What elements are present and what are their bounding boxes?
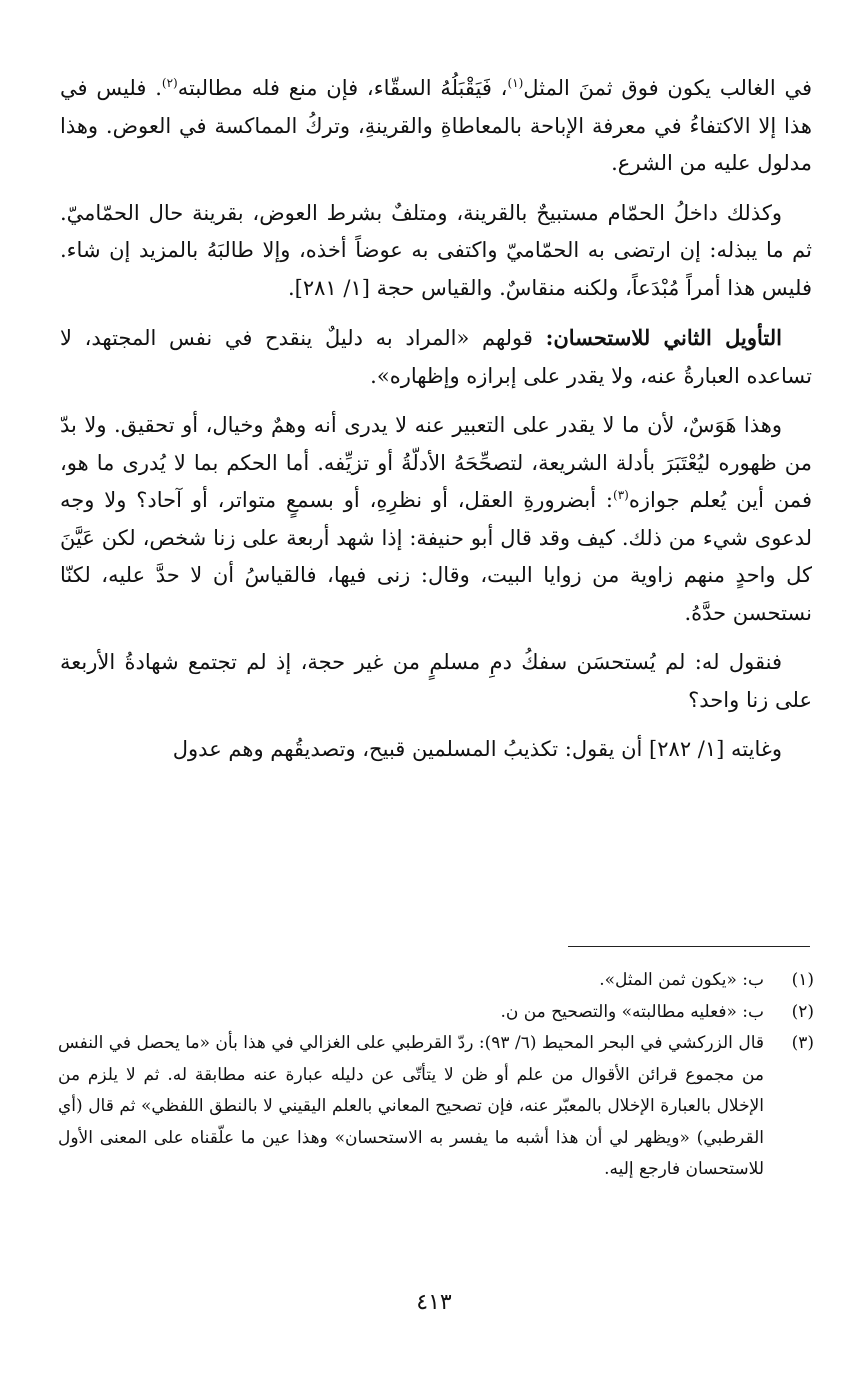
p6-text-1: وغايته [١/ ٢٨٢] أن يقول: تكذيبُ المسلمين قبيح، وتصديقُهم وهم عدول xyxy=(172,737,782,761)
footnote-3 xyxy=(58,1028,814,1186)
p4-text-1: وهذا هَوَسٌ، لأن ما لا يقدر على التعبير عنه لا يدرى أنه وهمٌ وخيال، أو تحقيق. ولا بدّ من ظهوره ليُعْتَبَرَ بأدلة الشريعة، لتصحِّحَهُ الأدلّةُ أو تزيِّفه. أما الحكم بما لا يُدرى ما هو، فمن أين يُعلم جوازه xyxy=(60,413,812,512)
footnote-2 xyxy=(58,997,814,1029)
p1-text-3: . فليس في هذا إلا الاكتفاءُ في معرفة الإباحة بالمعاطاةِ والقرينةِ، وتركُ المماكسة في العوض. وهذا مدلول عليه من الشرع. xyxy=(60,76,812,175)
footnote-ref-3: (٣) xyxy=(613,488,629,502)
section-heading: التأويل الثاني للاستحسان: xyxy=(545,325,782,350)
paragraph-2 xyxy=(60,195,812,308)
footnote-number-3: (٣) xyxy=(791,1033,814,1053)
footnotes xyxy=(58,965,814,1186)
p3-text-1: قولهم «المراد به دليلٌ ينقدح في نفس المجتهد، لا تساعده العبارةُ عنه، ولا يقدر على إبرازه وإظهاره». xyxy=(60,326,812,388)
paragraph-5 xyxy=(60,644,812,719)
footnote-number-1: (١) xyxy=(791,970,814,990)
page-number: ٤١٣ xyxy=(416,1290,452,1315)
footnote-ref-2: (٢) xyxy=(161,76,178,90)
paragraph-6 xyxy=(60,731,812,769)
paragraph-1 xyxy=(60,70,812,183)
footnote-text-1: ب: «يكون ثمن المثل». xyxy=(599,970,764,990)
main-text xyxy=(60,70,812,781)
p1-text-1: في الغالب يكون فوق ثمنَ المثل xyxy=(523,76,812,100)
paragraph-4 xyxy=(60,407,812,632)
p1-text-2: ، فَيَقْبَلُهُ السقّاء، فإن منع فله مطالبته xyxy=(177,76,508,100)
footnote-separator xyxy=(568,946,810,947)
footnote-number-2: (٢) xyxy=(791,1001,814,1022)
p4-text-2: : أبضرورةِ العقل، أو نظرِهِ، أو بسمعٍ متواتر، أو آحاد؟ ولا وجه لدعوى شيء من ذلك. كيف وقد قال أبو حنيفة: إذا شهد أربعة على زنا شخص، لكن عَيَّنَ كل واحدٍ منهم زاوية من زوايا البيت، وقال: زنى فيها، فالقياسُ أن لا حدَّ عليه، لكنّا نستحسن حدَّهُ. xyxy=(60,488,813,625)
p2-text-1: وكذلك داخلُ الحمّام مستبيحٌ بالقرينة، ومتلفٌ بشرط العوض، بقرينة حال الحمّاميّ. ثم ما يبذله: إن ارتضى به الحمّاميّ واكتفى به عوضاً أخذه، وإلا طالبَهُ بالمزيد إن شاء. فليس هذا أمراً مُبْدَعاً، ولكنه منقاسٌ. والقياس حجة [١/ ٢٨١]. xyxy=(60,200,812,300)
p5-text-1: فنقول له: لم يُستحسَن سفكُ دمِ مسلمٍ من غير حجة، إذ لم تجتمع شهادةُ الأربعة على زنا واحد؟ xyxy=(60,650,812,712)
footnote-1 xyxy=(58,965,814,997)
footnote-ref-1: (١) xyxy=(507,76,524,90)
footnote-text-3: قال الزركشي في البحر المحيط (٦/ ٩٣): ردّ القرطبي على الغزالي في هذا بأن «ما يحصل في النفس من مجموع قرائن الأقوال من علم أو ظن لا يتأتّى عن دليله عبارة عنه مطابقة له. ثم لا يلزم من الإخلال بالعبارة الإخلال بالمعبّر عنه، فإن تصحيح المعاني بالعلم اليقيني لا بالنطق اللفظي» ثم قال (أي القرطبي) «ويظهر لي أن هذا أشبه ما يفسر به الاستحسان» وهذا عين ما علّقناه على المعنى الأول للاستحسان فارجع إليه. xyxy=(58,1033,764,1179)
paragraph-3 xyxy=(60,319,812,395)
footnote-text-2: ب: «فعليه مطالبته» والتصحيح من ن. xyxy=(500,1001,764,1022)
